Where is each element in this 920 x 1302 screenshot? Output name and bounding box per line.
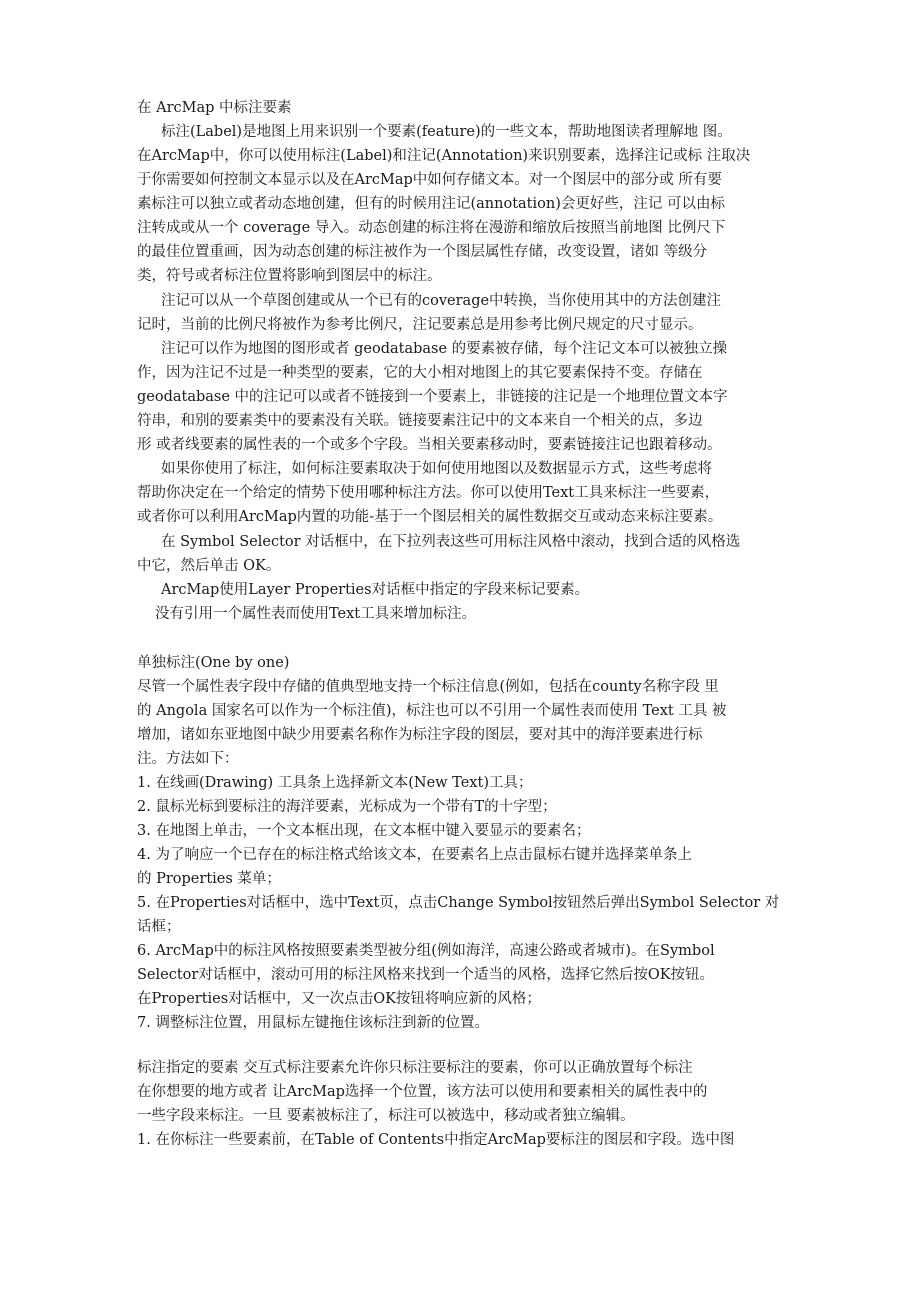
list-item: 3. 在地图上单击，一个文本框出现，在文本框中键入要显示的要素名； <box>137 823 591 839</box>
paragraph-line: 帮助你决定在一个给定的情势下使用哪种标注方法。你可以使用Text工具来标注一些要素， <box>137 485 720 501</box>
paragraph-line: 如果你使用了标注，如何标注要素取决于如何使用地图以及数据显示方式，这些考虑将 <box>161 461 712 477</box>
list-item: 4. 为了响应一个已存在的标注格式给该文本，在要素名上点击鼠标右键并选择菜单条上 <box>137 847 692 863</box>
paragraph-line: 符串，和别的要素类中的要素没有关联。链接要素注记中的文本来自一个相关的点，多边 <box>137 413 703 429</box>
paragraph-line: 类，符号或者标注位置将影响到图层中的标注。 <box>137 268 442 284</box>
paragraph-line: 记时，当前的比例尺将被作为参考比例尺，注记要素总是用参考比例尺规定的尺寸显示。 <box>137 317 703 333</box>
paragraph-line: 在你想要的地方或者 让ArcMap选择一个位置，该方法可以使用和要素相关的属性表中的 <box>137 1084 708 1100</box>
section-heading: 单独标注(One by one) <box>137 655 290 671</box>
paragraph-line: 没有引用一个属性表而使用Text工具来增加标注。 <box>155 606 477 622</box>
document-title: 在 ArcMap 中标注要素 <box>137 100 292 116</box>
paragraph-line: 的 Angola 国家名可以作为一个标注值)，标注也可以不引用一个属性表而使用 Text 工具 被 <box>137 703 727 719</box>
paragraph-line: 的最佳位置重画，因为动态创建的标注被作为一个图层属性存储，改变设置，诸如 等级分 <box>137 244 708 260</box>
paragraph-line: 注记可以作为地图的图形或者 geodatabase 的要素被存储，每个注记文本可以被独立操 <box>161 341 728 357</box>
paragraph-line: 注记可以从一个草图创建或从一个已有的coverage中转换，当你使用其中的方法创建注 <box>161 293 722 309</box>
paragraph-line: 作，因为注记不过是一种类型的要素，它的大小相对地图上的其它要素保持不变。存储在 <box>137 365 703 381</box>
paragraph-line: 一些字段来标注。一旦 要素被标注了，标注可以被选中，移动或者独立编辑。 <box>137 1108 635 1124</box>
paragraph-line: ArcMap使用Layer Properties对话框中指定的字段来标记要素。 <box>161 582 590 598</box>
list-item: 5. 在Properties对话框中，选中Text页，点击Change Symbol按钮然后弹出Symbol Selector 对 <box>137 895 780 911</box>
list-item: 1. 在线画(Drawing) 工具条上选择新文本(New Text)工具； <box>137 775 533 791</box>
paragraph-line: 标注指定的要素 交互式标注要素允许你只标注要标注的要素，你可以正确放置每个标注 <box>137 1060 693 1076</box>
paragraph-line: 中它，然后单击 OK。 <box>137 558 281 574</box>
paragraph-line: 或者你可以利用ArcMap内置的功能-基于一个图层相关的属性数据交互或动态来标注要素。 <box>137 509 723 525</box>
paragraph-line: 增加，诸如东亚地图中缺少用要素名称作为标注字段的图层，要对其中的海洋要素进行标 <box>137 727 703 743</box>
paragraph-line: 于你需要如何控制文本显示以及在ArcMap中如何存储文本。对一个图层中的部分或 所有要 <box>137 172 722 188</box>
paragraph-line: geodatabase 中的注记可以或者不链接到一个要素上，非链接的注记是一个地理位置文本字 <box>137 389 728 405</box>
list-item: Selector对话框中，滚动可用的标注风格来找到一个适当的风格，选择它然后按OK按钮。 <box>137 967 715 983</box>
list-item: 的 Properties 菜单； <box>137 871 281 887</box>
list-item: 话框； <box>137 919 181 935</box>
paragraph-line: 形 或者线要素的属性表的一个或多个字段。当相关要素移动时，要素链接注记也跟着移动。 <box>137 437 722 453</box>
paragraph-line: 尽管一个属性表字段中存储的值典型地支持一个标注信息(例如，包括在county名称字段 里 <box>137 679 719 695</box>
paragraph-line: 注转成或从一个 coverage 导入。动态创建的标注将在漫游和缩放后按照当前地图 比例尺下 <box>137 220 726 236</box>
list-item: 6. ArcMap中的标注风格按照要素类型被分组(例如海洋，高速公路或者城市)。在Symbol <box>137 943 715 959</box>
paragraph-line: 在 Symbol Selector 对话框中，在下拉列表这些可用标注风格中滚动，找到合适的风格选 <box>161 534 741 550</box>
list-item: 在Properties对话框中，又一次点击OK按钮将响应新的风格； <box>137 991 541 1007</box>
list-item: 7. 调整标注位置，用鼠标左键拖住该标注到新的位置。 <box>137 1015 489 1031</box>
paragraph-line: 素标注可以独立或者动态地创建，但有的时候用注记(annotation)会更好些，注记 可以由标 <box>137 196 725 212</box>
paragraph-line: 标注(Label)是地图上用来识别一个要素(feature)的一些文本，帮助地图读者理解地 图。 <box>161 124 732 140</box>
list-item: 1. 在你标注一些要素前，在Table of Contents中指定ArcMap要标注的图层和字段。选中图 <box>137 1132 735 1148</box>
paragraph-line: 注。方法如下： <box>137 751 239 767</box>
list-item: 2. 鼠标光标到要标注的海洋要素，光标成为一个带有T的十字型； <box>137 799 557 815</box>
paragraph-line: 在ArcMap中，你可以使用标注(Label)和注记(Annotation)来识别要素，选择注记或标 注取决 <box>137 148 751 164</box>
